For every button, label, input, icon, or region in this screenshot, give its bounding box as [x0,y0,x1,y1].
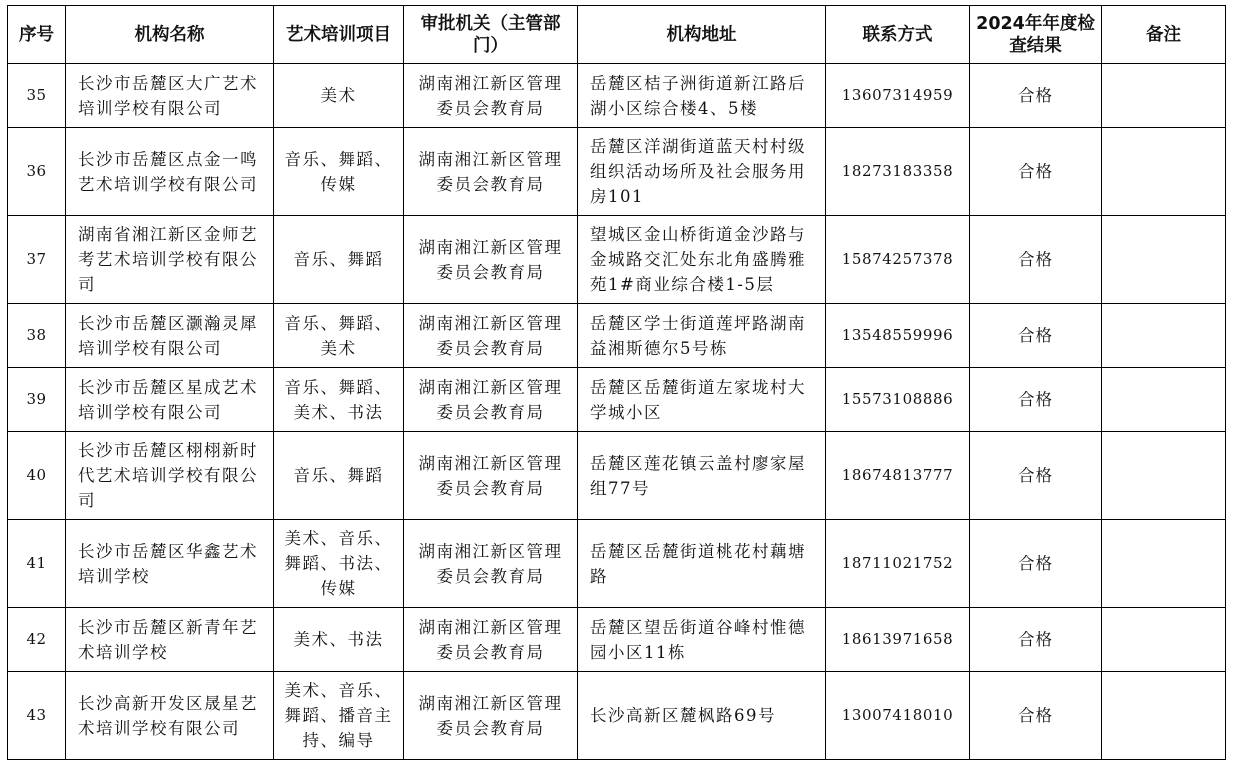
remark-cell [1102,520,1226,608]
contact-phone-cell: 18711021752 [826,520,970,608]
approval-authority-cell: 湖南湘江新区管理委员会教育局 [404,304,578,368]
remark-cell [1102,608,1226,672]
inspection-result-cell: 合格 [970,216,1102,304]
table-row [8,304,1226,368]
header-address: 机构地址 [578,6,826,64]
training-items-cell: 美术、音乐、舞蹈、播音主持、编导 [274,672,404,760]
training-items-cell: 音乐、舞蹈、传媒 [274,128,404,216]
contact-phone-cell: 18613971658 [826,608,970,672]
institution-name-cell: 长沙高新开发区晟星艺术培训学校有限公司 [66,672,274,760]
contact-phone-cell: 13007418010 [826,672,970,760]
table-row [8,672,1226,760]
table-row [8,128,1226,216]
address-cell: 岳麓区岳麓街道桃花村藕塘路 [578,520,826,608]
table-row [8,432,1226,520]
approval-authority-cell: 湖南湘江新区管理委员会教育局 [404,128,578,216]
serial-no-cell: 35 [8,64,66,128]
serial-no-cell: 37 [8,216,66,304]
inspection-results-table-container [7,5,1226,760]
training-items-cell: 音乐、舞蹈、美术 [274,304,404,368]
header-remark: 备注 [1102,6,1226,64]
training-items-cell: 美术、音乐、舞蹈、书法、传媒 [274,520,404,608]
serial-no-cell: 43 [8,672,66,760]
approval-authority-cell: 湖南湘江新区管理委员会教育局 [404,672,578,760]
institution-name-cell: 长沙市岳麓区华鑫艺术培训学校 [66,520,274,608]
serial-no-cell: 42 [8,608,66,672]
address-cell: 岳麓区洋湖街道蓝天村村级组织活动场所及社会服务用房101 [578,128,826,216]
address-cell: 望城区金山桥街道金沙路与金城路交汇处东北角盛腾雅苑1#商业综合楼1-5层 [578,216,826,304]
remark-cell [1102,304,1226,368]
contact-phone-cell: 18273183358 [826,128,970,216]
institution-name-cell: 长沙市岳麓区灏瀚灵犀培训学校有限公司 [66,304,274,368]
approval-authority-cell: 湖南湘江新区管理委员会教育局 [404,216,578,304]
inspection-result-cell: 合格 [970,432,1102,520]
institution-name-cell: 长沙市岳麓区点金一鸣艺术培训学校有限公司 [66,128,274,216]
training-items-cell: 美术 [274,64,404,128]
approval-authority-cell: 湖南湘江新区管理委员会教育局 [404,368,578,432]
approval-authority-cell: 湖南湘江新区管理委员会教育局 [404,64,578,128]
training-items-cell: 音乐、舞蹈 [274,432,404,520]
address-cell: 岳麓区桔子洲街道新江路后湖小区综合楼4、5楼 [578,64,826,128]
contact-phone-cell: 15573108886 [826,368,970,432]
inspection-result-cell: 合格 [970,64,1102,128]
address-cell: 岳麓区岳麓街道左家垅村大学城小区 [578,368,826,432]
inspection-result-cell: 合格 [970,672,1102,760]
contact-phone-cell: 18674813777 [826,432,970,520]
inspection-result-cell: 合格 [970,304,1102,368]
table-row [8,216,1226,304]
institution-name-cell: 长沙市岳麓区新青年艺术培训学校 [66,608,274,672]
address-cell: 岳麓区莲花镇云盖村廖家屋组77号 [578,432,826,520]
address-cell: 岳麓区学士街道莲坪路湖南益湘斯德尔5号栋 [578,304,826,368]
serial-no-cell: 40 [8,432,66,520]
header-inspection-result: 2024年年度检查结果 [970,6,1102,64]
institution-name-cell: 湖南省湘江新区金师艺考艺术培训学校有限公司 [66,216,274,304]
remark-cell [1102,432,1226,520]
inspection-result-cell: 合格 [970,128,1102,216]
remark-cell [1102,128,1226,216]
inspection-result-cell: 合格 [970,368,1102,432]
training-items-cell: 音乐、舞蹈 [274,216,404,304]
inspection-result-cell: 合格 [970,608,1102,672]
contact-phone-cell: 13607314959 [826,64,970,128]
serial-no-cell: 41 [8,520,66,608]
remark-cell [1102,216,1226,304]
approval-authority-cell: 湖南湘江新区管理委员会教育局 [404,520,578,608]
address-cell: 岳麓区望岳街道谷峰村惟德园小区11栋 [578,608,826,672]
inspection-result-cell: 合格 [970,520,1102,608]
remark-cell [1102,64,1226,128]
serial-no-cell: 38 [8,304,66,368]
contact-phone-cell: 15874257378 [826,216,970,304]
header-approval-authority: 审批机关（主管部门） [404,6,578,64]
approval-authority-cell: 湖南湘江新区管理委员会教育局 [404,608,578,672]
table-row [8,64,1226,128]
header-serial-no: 序号 [8,6,66,64]
institution-name-cell: 长沙市岳麓区星成艺术培训学校有限公司 [66,368,274,432]
table-body [8,64,1226,760]
header-institution-name: 机构名称 [66,6,274,64]
table-row [8,368,1226,432]
training-items-cell: 美术、书法 [274,608,404,672]
training-items-cell: 音乐、舞蹈、美术、书法 [274,368,404,432]
approval-authority-cell: 湖南湘江新区管理委员会教育局 [404,432,578,520]
table-row [8,520,1226,608]
serial-no-cell: 36 [8,128,66,216]
header-contact: 联系方式 [826,6,970,64]
serial-no-cell: 39 [8,368,66,432]
address-cell: 长沙高新区麓枫路69号 [578,672,826,760]
header-row [8,6,1226,64]
institution-name-cell: 长沙市岳麓区大广艺术培训学校有限公司 [66,64,274,128]
remark-cell [1102,672,1226,760]
contact-phone-cell: 13548559996 [826,304,970,368]
remark-cell [1102,368,1226,432]
institution-name-cell: 长沙市岳麓区栩栩新时代艺术培训学校有限公司 [66,432,274,520]
table-row [8,608,1226,672]
inspection-results-table [7,5,1226,760]
header-training-items: 艺术培训项目 [274,6,404,64]
